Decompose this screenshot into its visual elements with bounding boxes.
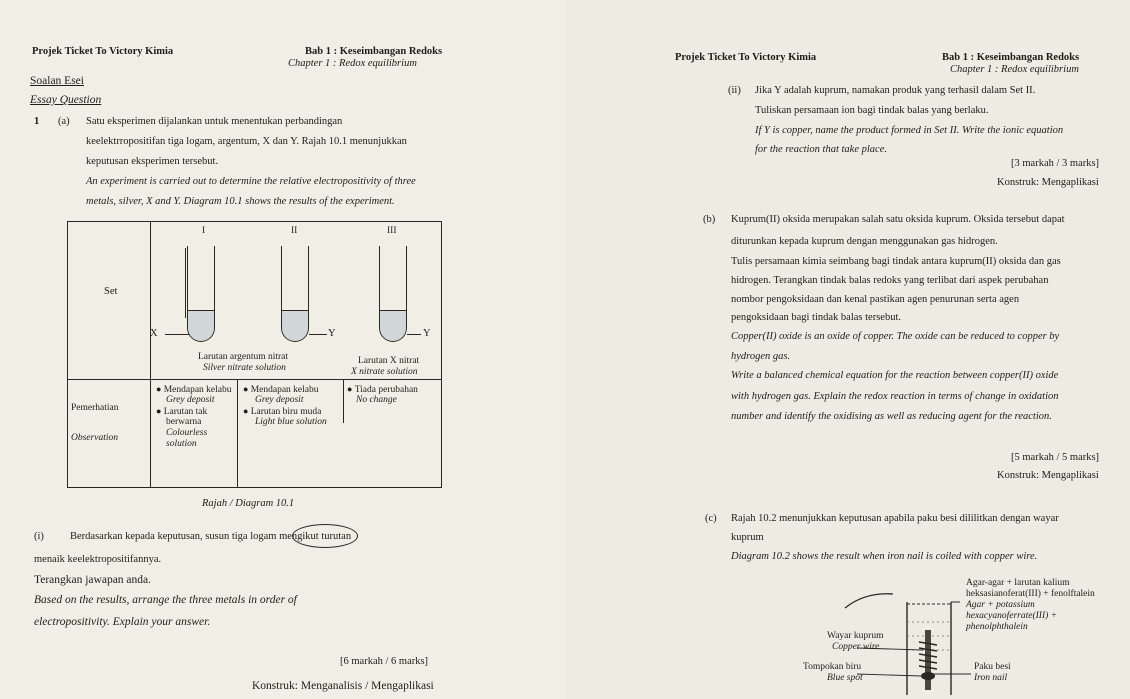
construct-question-b: Konstruk: Mengaplikasi	[997, 470, 1099, 481]
marks-question-b: [5 markah / 5 marks]	[1011, 452, 1100, 463]
set-col-i: I	[202, 226, 206, 236]
observation-label-en: Observation	[71, 433, 118, 443]
observation-label-ms: Pemerhatian	[71, 403, 119, 413]
question-ii-ms-line1: Jika Y adalah kuprum, namakan produk yang terhasil dalam Set II.	[755, 85, 1036, 96]
pointer-blue-spot	[857, 674, 921, 676]
question-b-ms-line4: hidrogen. Terangkan tindak balas redoks yang terlibat dari aspek perubahan	[731, 275, 1049, 286]
label-metal-x: X	[150, 328, 158, 339]
left-project-title: Projek Ticket To Victory Kimia	[32, 46, 174, 57]
question-i-en-line2: electropositivity. Explain your answer.	[34, 616, 211, 628]
question-ii-ms-line2: Tuliskan persamaan ion bagi tindak balas yang berlaku.	[755, 105, 989, 116]
blue-spot-label-en: Blue spot	[827, 673, 863, 683]
question-b-label: (b)	[703, 214, 716, 225]
question-b-en-line1: Copper(II) oxide is an oxide of copper. The oxide can be reduced to copper by	[731, 331, 1060, 342]
question-b-en-line2: hydrogen gas.	[731, 351, 791, 362]
left-chapter-title-ms: Bab 1 : Keseimbangan Redoks	[305, 46, 443, 57]
right-chapter-title-en: Chapter 1 : Redox equilibrium	[950, 64, 1079, 75]
section-title-en: Essay Question	[30, 94, 102, 106]
agar-label-en-line3: phenolphthalein	[966, 622, 1028, 632]
diagram-10-1-caption: Rajah / Diagram 10.1	[202, 498, 295, 509]
question-b-en-line4: with hydrogen gas. Explain the redox reaction in terms of change in oxidation	[731, 391, 1059, 402]
obs-set2-solution-en: Light blue solution	[255, 417, 327, 427]
question-b-ms-line1: Kuprum(II) oksida merupakan salah satu oksida kuprum. Oksida tersebut dapat	[731, 214, 1065, 225]
set-col-iii: III	[387, 226, 397, 236]
diagram-pointer-curve	[845, 594, 893, 608]
obs-set3-ms: ● Tiada perubahan	[347, 384, 418, 395]
right-project-title: Projek Ticket To Victory Kimia	[675, 52, 817, 63]
solution-x-ms: Larutan X nitrat	[358, 356, 420, 366]
right-chapter-title-ms: Bab 1 : Keseimbangan Redoks	[942, 52, 1080, 63]
marks-question-i: [6 markah / 6 marks]	[340, 656, 429, 667]
question-c-ms-line2: kuprum	[731, 532, 764, 543]
diagram-10-2	[795, 570, 975, 695]
marks-question-ii: [3 markah / 3 marks]	[1011, 158, 1100, 169]
obs-set1-solution-en2: solution	[166, 439, 197, 449]
obs-set1-solution-ms2: berwarna	[166, 417, 202, 427]
copper-wire-label-en: Copper wire	[832, 642, 880, 652]
intro-ms-line2: keelektrropositifan tiga logam, argentum, X dan Y. Rajah 10.1 menunjukkan	[86, 136, 407, 147]
intro-ms-line3: keputusan eksperimen tersebut.	[86, 156, 219, 167]
left-chapter-title-en: Chapter 1 : Redox equilibrium	[288, 58, 417, 69]
solution-silver-ms: Larutan argentum nitrat	[198, 352, 289, 362]
obs-set3-en: No change	[356, 395, 397, 405]
right-page	[565, 0, 1130, 699]
solution-silver-en: Silver nitrate solution	[203, 363, 286, 373]
question-c-label: (c)	[705, 513, 717, 524]
question-i-label: (i)	[34, 531, 44, 542]
question-ii-en-line1: If Y is copper, name the product formed in Set II. Write the ionic equation	[755, 125, 1064, 136]
obs-set2-solution-ms: ● Larutan biru muda	[243, 406, 322, 417]
agar-label-en-line2: hexacyanoferrate(III) +	[966, 611, 1058, 621]
question-i-ms-line2: menaik keelektropositifannya.	[34, 554, 162, 565]
intro-en-line2: metals, silver, X and Y. Diagram 10.1 shows the results of the experiment.	[86, 196, 395, 207]
hand-drawn-circle	[292, 524, 358, 548]
intro-en-line1: An experiment is carried out to determine the relative electropositivity of three	[86, 176, 416, 187]
construct-question-i: Konstruk: Menganalisis / Mengaplikasi	[252, 680, 434, 692]
question-ii-label: (ii)	[728, 85, 741, 96]
question-b-ms-line3: Tulis persamaan kimia seimbang bagi tindak antara kuprum(II) oksida dan gas	[731, 256, 1061, 267]
question-ii-en-line2: for the reaction that take place.	[755, 144, 887, 155]
question-c-ms-line1: Rajah 10.2 menunjukkan keputusan apabila paku besi dililitkan dengan wayar	[731, 513, 1059, 524]
label-metal-y-iii: Y	[423, 328, 431, 339]
question-i-ms-line1: Berdasarkan kepada keputusan, susun tiga logam mengikut turutan	[70, 531, 352, 542]
question-i-en-line1: Based on the results, arrange the three metals in order of	[34, 594, 297, 606]
obs-set2-deposit-en: Grey deposit	[255, 395, 304, 405]
blue-spot	[921, 672, 935, 680]
results-table	[67, 221, 442, 488]
label-metal-y-ii: Y	[328, 328, 336, 339]
intro-ms-line1: Satu eksperimen dijalankan untuk menentukan perbandingan	[86, 116, 343, 127]
question-b-en-line5: number and identify the oxidising as well as reducing agent for the reaction.	[731, 411, 1052, 422]
question-b-ms-line5: nombor pengoksidaan dan kenal pastikan agen penurunan serta agen	[731, 294, 1020, 305]
question-part-a: (a)	[58, 116, 70, 127]
iron-nail-label-ms: Paku besi	[974, 662, 1011, 672]
question-number: 1	[34, 116, 40, 127]
question-b-ms-line6: pengoksidaan bagi tindak balas tersebut.	[731, 312, 901, 323]
question-b-ms-line2: diturunkan kepada kuprum dengan menggunakan gas hidrogen.	[731, 236, 998, 247]
obs-set1-deposit-en: Grey deposit	[166, 395, 215, 405]
copper-wire-label-ms: Wayar kuprum	[827, 631, 884, 641]
question-i-ms-line3: Terangkan jawapan anda.	[34, 574, 152, 586]
agar-label-ms-line1: Agar-agar + larutan kalium	[966, 578, 1070, 588]
obs-set1-deposit-ms: ● Mendapan kelabu	[156, 384, 232, 395]
section-title-ms: Soalan Esei	[30, 75, 84, 87]
question-c-en-line1: Diagram 10.2 shows the result when iron nail is coiled with copper wire.	[731, 551, 1038, 562]
set-label: Set	[104, 286, 118, 297]
obs-set1-solution-en: Colourless	[166, 428, 208, 438]
agar-label-en-line1: Agar + potassium	[966, 600, 1035, 610]
agar-label-ms-line2: heksasianoferat(III) + fenolftalein	[966, 589, 1095, 599]
question-b-en-line3: Write a balanced chemical equation for the reaction between copper(II) oxide	[731, 370, 1059, 381]
iron-nail-with-copper-coil	[919, 630, 937, 690]
obs-set2-deposit-ms: ● Mendapan kelabu	[243, 384, 319, 395]
construct-question-ii: Konstruk: Mengaplikasi	[997, 177, 1099, 188]
agar-container	[907, 602, 960, 695]
set-col-ii: II	[291, 226, 298, 236]
blue-spot-label-ms: Tompokan biru	[803, 662, 862, 672]
solution-x-en: X nitrate solution	[351, 367, 418, 377]
iron-nail-label-en: Iron nail	[974, 673, 1008, 683]
obs-set1-solution-ms: ● Larutan tak	[156, 406, 208, 417]
